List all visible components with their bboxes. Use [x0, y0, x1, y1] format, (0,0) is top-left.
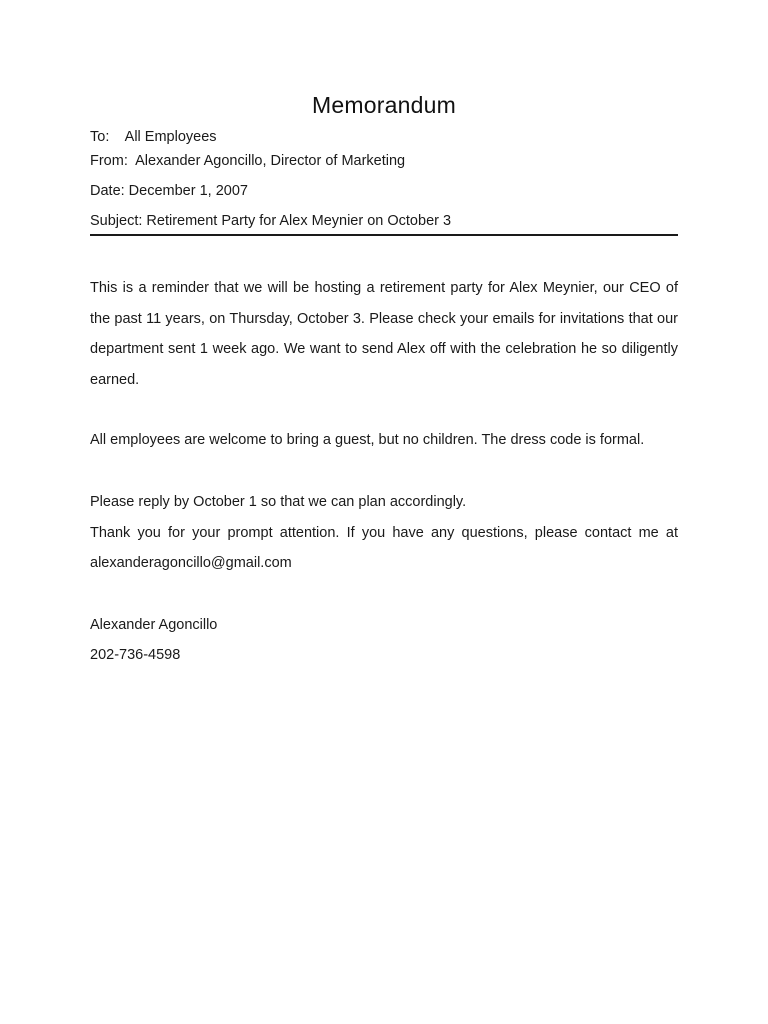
body-paragraph-guests: All employees are welcome to bring a guest, but no children. The dress code is formal.	[90, 432, 645, 449]
signature-block	[90, 610, 678, 671]
signature-phone: 202-736-4598	[90, 647, 181, 664]
body-paragraph-reply: Please reply by October 1 so that we can plan accordingly.	[90, 493, 467, 510]
body-paragraph-contact: Thank you for your prompt attention. If you have any questions, please contact me at alexanderagoncillo@gmail.com	[90, 524, 678, 572]
date-line: Date: December 1, 2007	[90, 183, 248, 199]
signature-name: Alexander Agoncillo	[90, 616, 218, 633]
subject-line: Subject: Retirement Party for Alex Meynier on October 3	[90, 213, 452, 229]
header-divider	[90, 234, 678, 236]
memo-title: Memorandum	[312, 92, 456, 118]
to-line: To: All Employees	[90, 129, 217, 145]
body-paragraph-reminder: This is a reminder that we will be hosting a retirement party for Alex Meynier, our CEO of the past 11 years, on Thursday, October 3. Please check your emails for invitations that our department sent 1 week ago. We want to send Alex off with the celebration he so diligently earned.	[90, 280, 678, 388]
from-line: From: Alexander Agoncillo, Director of Marketing	[90, 153, 406, 169]
